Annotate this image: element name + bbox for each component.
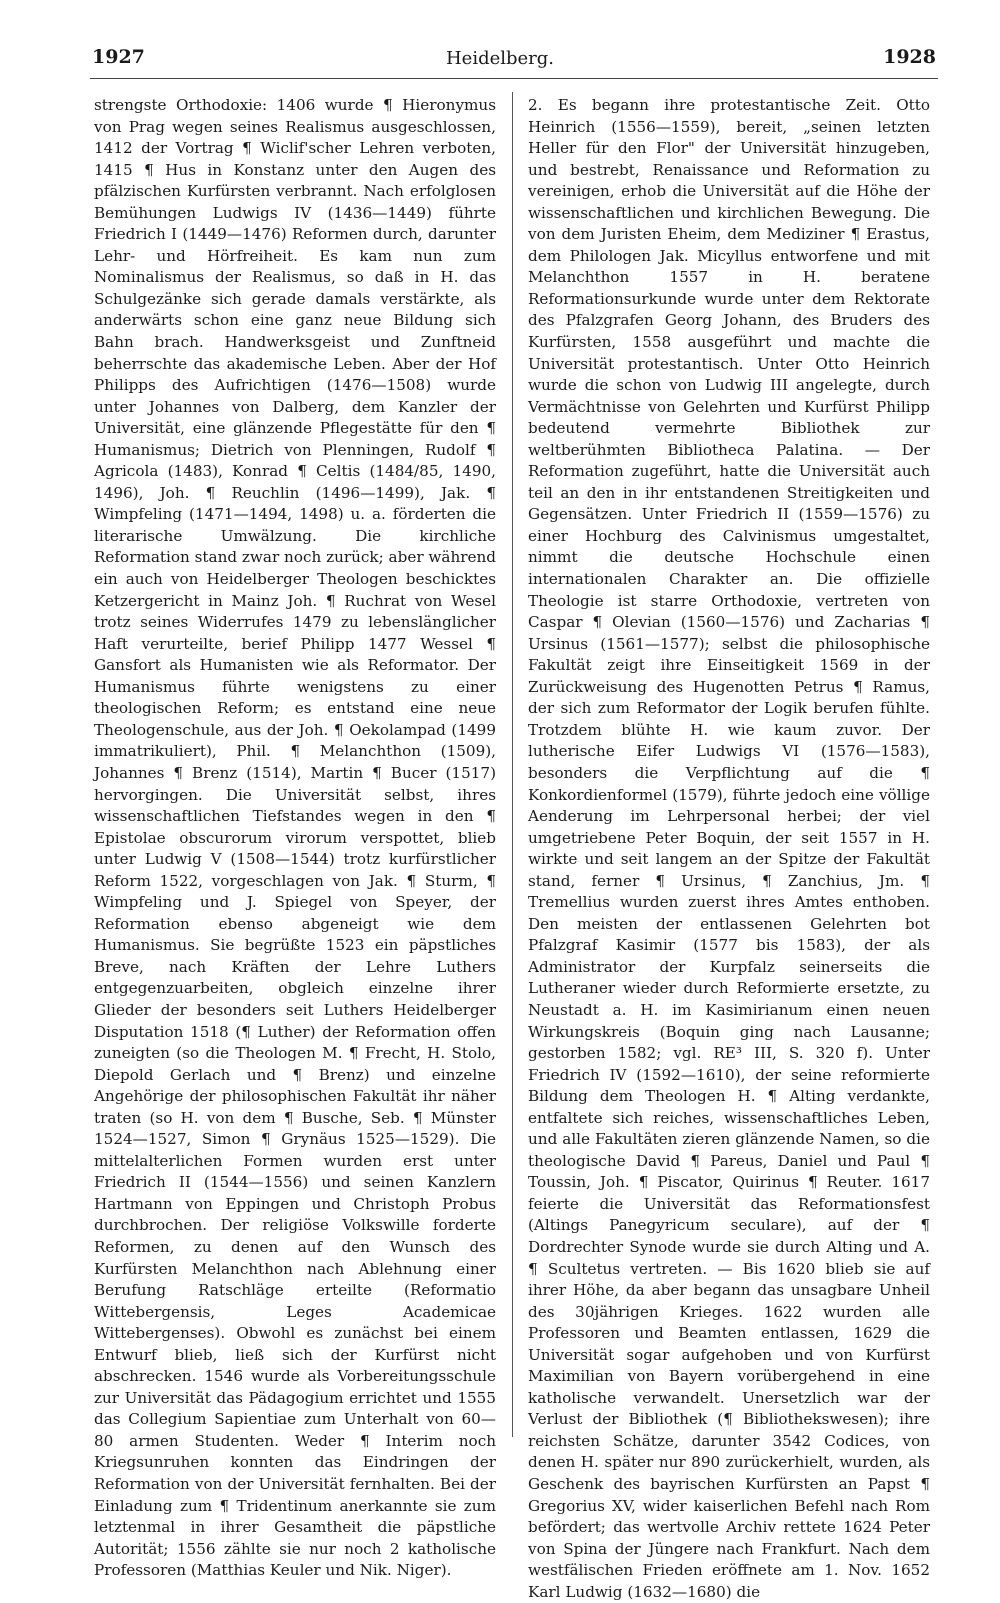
column-left-text: strengste Orthodoxie: 1406 wurde ¶ Hieronymus von Prag wegen seines Realismus ausgeschlossen, 1412 der Vortrag ¶ Wiclif'scher Lehren verboten, 1415 ¶ Hus in Konstanz unter den Augen des pfälzischen Kurfürsten verbrannt. Nach erfolglosen Bemühungen Ludwigs IV (1436—1449) führte Friedrich I (1449—1476) Reformen durch, darunter Lehr- und Hörfreiheit. Es kam nun zum Nominalismus der Realismus, so daß in H. das Schulgezänke sich gerade damals verstärkte, als anderwärts schon eine ganz neue Bildung sich Bahn brach. Handwerksgeist und Zunftneid beherrschte das akademische Leben. Aber der Hof Philipps des Aufrichtigen (1476—1508) wurde unter Johannes von Dalberg, dem Kanzler der Universität, eine glänzende Pflegestätte für den ¶ Humanismus; Dietrich von Plenningen, Rudolf ¶ Agricola (1483), Konrad ¶ Celtis (1484/85, 1490, 1496), Joh. ¶ Reuchlin (1496—1499), Jak. ¶ Wimpfeling (1471—1494, 1498) u. a. förderten die literarische Umwälzung. Die kirchliche Reformation stand zwar noch zurück; aber während ein auch von Heidelberger Theologen beschicktes Ketzergericht in Mainz Joh. ¶ Ruchrat von Wesel trotz seines Widerrufes 1479 zu lebenslänglicher Haft verurteilte, berief Philipp 1477 Wessel ¶ Gansfort als Humanisten wie als Reformator. Der Humanismus führte wenigstens zu einer theologischen Reform; es entstand eine neue Theologenschule, aus der Joh. ¶ Oekolampad (1499 immatrikuliert), Phil. ¶ Melanchthon (1509), Johannes ¶ Brenz (1514), Martin ¶ Bucer (1517) hervorgingen. Die Universität selbst, ihres wissenschaftlichen Tiefstandes wegen in den ¶ Epistolae obscurorum virorum verspottet, blieb unter Ludwig V (1508—1544) trotz kurfürstlicher Reform 1522, vorgeschlagen von Jak. ¶ Sturm, ¶ Wimpfeling und J. Spiegel von Speyer, der Reformation ebenso abgeneigt wie dem Humanismus. Sie begrüßte 1523 ein päpstliches Breve, nach Kräften der Lehre Luthers entgegenzuarbeiten, obgleich einzelne ihrer Glieder der besonders seit Luthers Heidelberger Disputation 1518 (¶ Luther) der Reformation offen zuneigten (so die Theologen M. ¶ Frecht, H. Stolo, Diepold Gerlach und ¶ Brenz) und einzelne Angehörige der philosophischen Fakultät ihr näher traten (so H. von dem ¶ Busche, Seb. ¶ Münster 1524—1527, Simon ¶ Grynäus 1525—1529). Die mittelalterlichen Formen wurden erst unter Friedrich II (1544—1556) und seinen Kanzlern Hartmann von Eppingen und Christoph Probus durchbrochen. Der religiöse Volkswille forderte Reformen, zu denen auf den Wunsch des Kurfürsten Melanchthon nach Ablehnung einer Berufung Ratschläge erteilte (Reformatio Wittebergensis, Leges Academicae Wittebergenses). Obwohl es zunächst bei einem Entwurf blieb, ließ sich der Kurfürst nicht abschrecken. 1546 wurde als Vorbereitungsschule zur Universität das Pädagogium errichtet und 1555 das Collegium Sapientiae zum Unterhalt von 60—80 armen Studenten. Weder ¶ Interim noch Kriegsunruhen konnten das Eindringen der Reformation von der Universität fernhalten. Bei der Einladung zum ¶ Tridentinum anerkannte sie zum letztenmal in ihrer Gesamtheit die päpstliche Autorität; 1556 zählte sie nur noch 2 katholische Professoren (Matthias Keuler und Nik. Niger). xyxy=(94,96,497,1580)
column-right-text: 2. Es begann ihre protestantische Zeit. Otto Heinrich (1556—1559), bereit, „seinen letzten Heller für den Flor" der Universität hinzugeben, und bestrebt, Renaissance und Reformation zu vereinigen, erhob die Universität auf die Höhe der wissenschaftlichen und kirchlichen Bewegung. Die von dem Juristen Eheim, dem Mediziner ¶ Erastus, dem Philologen Jak. Micyllus entworfene und mit Melanchthon 1557 in H. beratene Reformationsurkunde wurde unter dem Rektorate des Pfalzgrafen Georg Johann, des Bruders des Kurfürsten, 1558 ausgeführt und machte die Universität protestantisch. Unter Otto Heinrich wurde die schon von Ludwig III angelegte, durch Vermächtnisse von Gelehrten und Kurfürst Philipp bedeutend vermehrte Bibliothek zur weltberühmten Bibliotheca Palatina. — Der Reformation zugeführt, hatte die Universität auch teil an den in ihr entstandenen Streitigkeiten und Gegensätzen. Unter Friedrich II (1559—1576) zu einer Hochburg des Calvinismus umgestaltet, nimmt die deutsche Hochschule einen internationalen Charakter an. Die offizielle Theologie ist starre Orthodoxie, vertreten von Caspar ¶ Olevian (1560—1576) und Zacharias ¶ Ursinus (1561—1577); selbst die philosophische Fakultät zeigt ihre Einseitigkeit 1569 in der Zurückweisung des Hugenotten Petrus ¶ Ramus, der sich zum Reformator der Logik berufen fühlte. Trotzdem blühte H. wie kaum zuvor. Der lutherische Eifer Ludwigs VI (1576—1583), besonders die Verpflichtung auf die ¶ Konkordienformel (1579), führte jedoch eine völlige Aenderung im Lehrpersonal herbei; der viel umgetriebene Peter Boquin, der seit 1557 in H. wirkte und seit langem an der Spitze der Fakultät stand, ferner ¶ Ursinus, ¶ Zanchius, Jm. ¶ Tremellius wurden zuerst ihres Amtes enthoben. Den meisten der entlassenen Gelehrten bot Pfalzgraf Kasimir (1577 bis 1583), der als Administrator der Kurpfalz seinerseits die Lutheraner wieder durch Reformierte ersetzte, zu Neustadt a. H. im Kasimirianum einen neuen Wirkungskreis (Boquin ging nach Lausanne; gestorben 1582; vgl. RE³ III, S. 320 f). Unter Friedrich IV (1592—1610), der seine reformierte Bildung dem Theologen H. ¶ Alting verdankte, entfaltete sich reiches, wissenschaftliches Leben, und alle Fakultäten zieren glänzende Namen, so die theologische David ¶ Pareus, Daniel und Paul ¶ Toussin, Joh. ¶ Piscator, Quirinus ¶ Reuter. 1617 feierte die Universität das Reformationsfest (Altings Panegyricum seculare), auf der ¶ Dordrechter Synode wurde sie durch Alting und A. ¶ Scultetus vertreten. — Bis 1620 blieb sie auf ihrer Höhe, da aber begann das unsagbare Unheil des 30jährigen Krieges. 1622 wurden alle Professoren und Beamten entlassen, 1629 die Universität sogar aufgehoben und von Kurfürst Maximilian von Bayern vorübergehend in eine katholische verwandelt. Unersetzlich war der Verlust der Bibliothek (¶ Bibliothekswesen); ihre reichsten Schätze, darunter 3542 Codices, von denen H. später nur 890 zurückerhielt, wurden, als Geschenk des bayrischen Kurfürsten an Papst ¶ Gregorius XV, wider kaiserlichen Befehl nach Rom befördert; das wertvolle Archiv rettete 1624 Peter von Spina der Jüngere nach Frankfurt. Nach dem westfälischen Frieden eröffnete am 1. Nov. 1652 Karl Ludwig (1632—1680) die xyxy=(528,96,930,1601)
column-divider xyxy=(512,92,513,1437)
page-number-right: 1928 xyxy=(883,46,936,68)
text-column-right xyxy=(528,95,930,1603)
running-title: Heidelberg. xyxy=(445,48,555,69)
text-column-left xyxy=(94,95,496,1582)
page-number-left: 1927 xyxy=(92,46,145,68)
header-rule xyxy=(90,78,938,79)
